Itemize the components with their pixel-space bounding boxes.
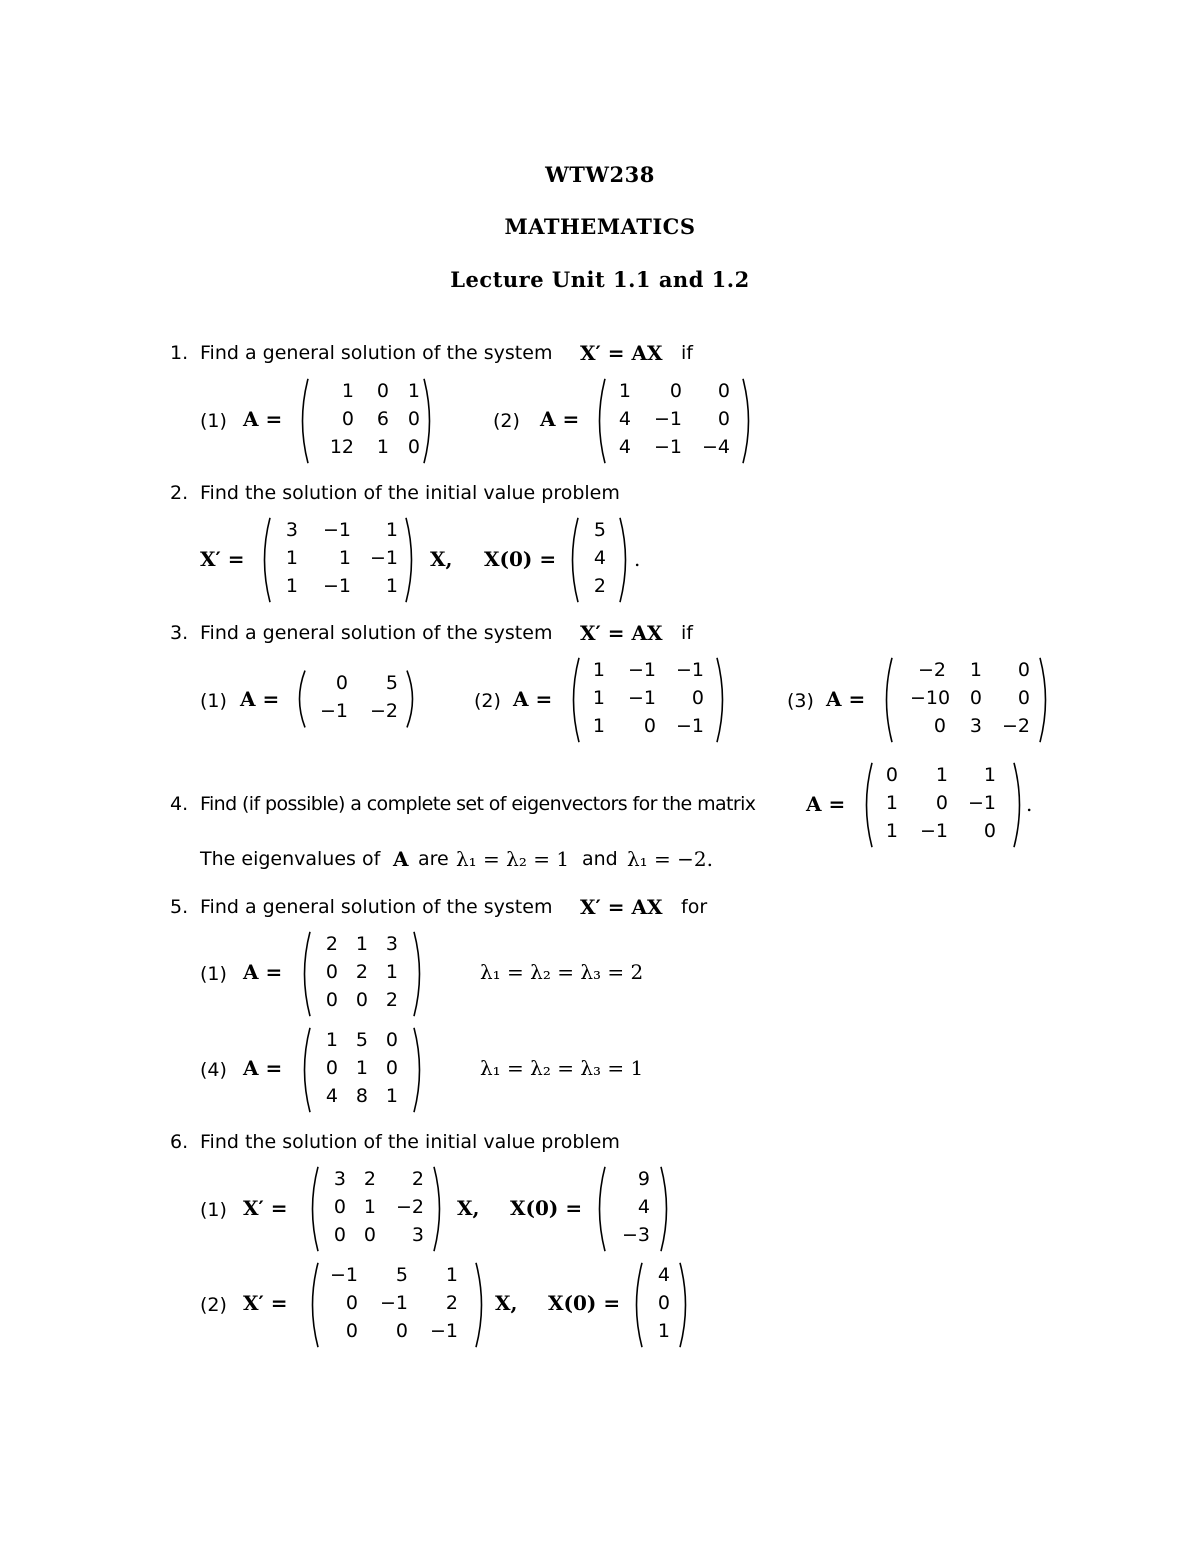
matrix-entry: 0 [933, 715, 946, 737]
matrix-entry: 4 [618, 408, 631, 430]
left-paren [306, 1262, 320, 1348]
matrix-entry: 0 [969, 687, 982, 709]
subject-title: MATHEMATICS [504, 214, 696, 239]
matrix-entry: 5 [593, 519, 606, 541]
q5-part1-eig: λ₁ = λ₂ = λ₃ = 2 [480, 960, 644, 984]
q1-part2-label: (2) [493, 410, 520, 432]
matrix-entry: −3 [621, 1224, 650, 1246]
q3-number: 3. [170, 622, 189, 644]
right-paren [405, 670, 419, 728]
matrix-entry: 0 [385, 1029, 398, 1051]
matrix-entry: 0 [691, 687, 704, 709]
left-paren [880, 657, 894, 743]
matrix-entry: 0 [1017, 659, 1030, 681]
q3-part2-label: (2) [474, 690, 501, 712]
matrix-entry: −1 [379, 1292, 408, 1314]
q3-equation: X′ = AX [580, 621, 663, 645]
q3-text: Find a general solution of the system [200, 622, 553, 644]
left-paren [593, 1166, 607, 1252]
q1-equation: X′ = AX [580, 341, 663, 365]
matrix-entry: 0 [355, 989, 368, 1011]
q4-eig-are: are [418, 848, 449, 870]
matrix-entry: −4 [701, 436, 730, 458]
matrix-entry: −1 [322, 519, 351, 541]
matrix-entry: 1 [935, 764, 948, 786]
matrix-entry: 0 [643, 715, 656, 737]
q3-part2-A: A = [513, 687, 553, 711]
matrix-entry: 1 [285, 575, 298, 597]
matrix-entry: 5 [385, 672, 398, 694]
q4-eig-values2: λ₁ = −2. [627, 847, 714, 871]
right-paren [1038, 657, 1052, 743]
matrix-entry: 1 [885, 820, 898, 842]
q3-part3-A: A = [826, 687, 866, 711]
matrix-entry: 0 [657, 1292, 670, 1314]
q3-part3-matrix [880, 657, 1052, 743]
q1-part1-label: (1) [200, 410, 227, 432]
matrix-entry: 1 [969, 659, 982, 681]
q4-eig-and: and [582, 848, 618, 870]
q6-part1-vector [593, 1166, 673, 1252]
matrix-entry: 0 [407, 408, 420, 430]
matrix-entry: 1 [618, 380, 631, 402]
right-paren [678, 1262, 692, 1348]
matrix-entry: 9 [637, 1168, 650, 1190]
matrix-entry: −1 [627, 687, 656, 709]
matrix-entry: 0 [325, 961, 338, 983]
q5-part1-label: (1) [200, 963, 227, 985]
q2-number: 2. [170, 482, 189, 504]
matrix-entry: 3 [333, 1168, 346, 1190]
q1-tail: if [681, 342, 693, 364]
matrix-entry: −10 [910, 687, 951, 709]
matrix-entry: −1 [919, 820, 948, 842]
matrix-entry: 5 [395, 1264, 408, 1286]
right-paren [741, 378, 755, 464]
matrix-entry: −1 [653, 408, 682, 430]
left-paren [293, 670, 307, 728]
matrix-entry: 3 [285, 519, 298, 541]
matrix-entry: 1 [657, 1320, 670, 1342]
q6-part1-label: (1) [200, 1199, 227, 1221]
q6-part1-ic: X(0) = [510, 1196, 583, 1220]
matrix-entry: 1 [885, 792, 898, 814]
right-paren [474, 1262, 488, 1348]
q6-part2-label: (2) [200, 1294, 227, 1316]
matrix-entry: 3 [969, 715, 982, 737]
matrix-entry: 3 [411, 1224, 424, 1246]
q3-part3-label: (3) [787, 690, 814, 712]
right-paren [412, 931, 426, 1017]
matrix-entry: 1 [376, 436, 389, 458]
q3-part1-label: (1) [200, 690, 227, 712]
matrix-entry: 1 [363, 1196, 376, 1218]
left-paren [296, 378, 310, 464]
matrix-entry: −1 [653, 436, 682, 458]
q5-part4-A: A = [243, 1056, 283, 1080]
right-paren [618, 517, 632, 603]
q6-part2-vector [630, 1262, 692, 1348]
matrix-entry: 3 [385, 933, 398, 955]
matrix-entry: 0 [885, 764, 898, 786]
q4-eig-A: A [393, 847, 409, 871]
q1-part2-A: A = [540, 407, 580, 431]
matrix-entry: 4 [657, 1264, 670, 1286]
course-code: WTW238 [545, 162, 655, 187]
matrix-entry: 0 [325, 989, 338, 1011]
q4-A: A = [806, 792, 846, 816]
right-paren [422, 378, 436, 464]
matrix-entry: 1 [338, 547, 351, 569]
matrix-entry: 1 [592, 715, 605, 737]
q6-part2-lhs: X′ = [243, 1291, 288, 1315]
matrix-entry: 1 [385, 519, 398, 541]
matrix-entry: 1 [592, 659, 605, 681]
matrix-entry: 8 [355, 1085, 368, 1107]
q5-tail: for [681, 896, 708, 918]
matrix-entry: −1 [319, 700, 348, 722]
q1-part1-matrix [296, 378, 436, 464]
matrix-entry: 0 [1017, 687, 1030, 709]
q5-number: 5. [170, 896, 189, 918]
q6-part2-mid: X, [495, 1291, 518, 1315]
matrix-entry: 4 [618, 436, 631, 458]
q3-part2-matrix [567, 657, 729, 743]
matrix-entry: 6 [376, 408, 389, 430]
matrix-entry: −1 [369, 547, 398, 569]
q6-part1-mid: X, [457, 1196, 480, 1220]
right-paren [659, 1166, 673, 1252]
matrix-entry: 0 [333, 1224, 346, 1246]
q2-lhs: X′ = [200, 547, 245, 571]
matrix-entry: 0 [345, 1320, 358, 1342]
matrix-entry: −1 [429, 1320, 458, 1342]
matrix-entry: −2 [395, 1196, 424, 1218]
matrix-entry: 2 [593, 575, 606, 597]
q5-equation: X′ = AX [580, 895, 663, 919]
q6-part1-lhs: X′ = [243, 1196, 288, 1220]
matrix-entry: 2 [411, 1168, 424, 1190]
q2-mid: X, [430, 547, 453, 571]
matrix-entry: 0 [717, 380, 730, 402]
q4-end: . [1026, 792, 1033, 816]
q6-part1-matrix [306, 1166, 446, 1252]
right-paren [432, 1166, 446, 1252]
matrix-entry: −2 [1001, 715, 1030, 737]
q4-matrix [860, 762, 1026, 848]
matrix-entry: 1 [385, 575, 398, 597]
q4-text: Find (if possible) a complete set of eigenvectors for the matrix [200, 793, 756, 815]
q1-part1-A: A = [243, 407, 283, 431]
matrix-entry: 0 [983, 820, 996, 842]
q2-ic: X(0) = [484, 547, 557, 571]
q6-part2-matrix [306, 1262, 488, 1348]
matrix-entry: −1 [627, 659, 656, 681]
q3-part1-matrix [293, 670, 419, 728]
q2-end: . [634, 547, 641, 571]
matrix-entry: 12 [329, 436, 354, 458]
matrix-entry: −1 [329, 1264, 358, 1286]
matrix-entry: 0 [717, 408, 730, 430]
matrix-entry: 0 [407, 436, 420, 458]
matrix-entry: 1 [983, 764, 996, 786]
matrix-entry: 2 [355, 961, 368, 983]
matrix-entry: 1 [285, 547, 298, 569]
matrix-entry: 0 [341, 408, 354, 430]
q4-eig-text: The eigenvalues of [200, 848, 381, 870]
q5-text: Find a general solution of the system [200, 896, 553, 918]
q6-text: Find the solution of the initial value problem [200, 1131, 620, 1153]
matrix-entry: −2 [369, 700, 398, 722]
matrix-entry: −1 [967, 792, 996, 814]
matrix-entry: 0 [333, 1196, 346, 1218]
q1-number: 1. [170, 342, 189, 364]
q2-vector [566, 517, 632, 603]
matrix-entry: 1 [407, 380, 420, 402]
matrix-entry: −1 [322, 575, 351, 597]
q1-part2-matrix [593, 378, 755, 464]
matrix-entry: 0 [935, 792, 948, 814]
q5-part4-eig: λ₁ = λ₂ = λ₃ = 1 [480, 1056, 644, 1080]
q5-part4-matrix [298, 1027, 426, 1113]
matrix-entry: 0 [335, 672, 348, 694]
matrix-entry: 0 [376, 380, 389, 402]
matrix-entry: 1 [355, 1057, 368, 1079]
matrix-entry: 0 [669, 380, 682, 402]
matrix-entry: 5 [355, 1029, 368, 1051]
matrix-entry: 2 [445, 1292, 458, 1314]
matrix-entry: 0 [325, 1057, 338, 1079]
q4-eig-values: λ₁ = λ₂ = 1 [456, 847, 570, 871]
q3-part1-A: A = [240, 687, 280, 711]
matrix-entry: 1 [341, 380, 354, 402]
right-paren [1012, 762, 1026, 848]
q2-matrix [258, 517, 418, 603]
matrix-entry: 0 [345, 1292, 358, 1314]
q3-tail: if [681, 622, 693, 644]
matrix-entry: 1 [355, 933, 368, 955]
matrix-entry: 4 [593, 547, 606, 569]
matrix-entry: 2 [385, 989, 398, 1011]
matrix-entry: 4 [325, 1085, 338, 1107]
matrix-entry: 2 [363, 1168, 376, 1190]
matrix-entry: 0 [395, 1320, 408, 1342]
q6-part2-ic: X(0) = [548, 1291, 621, 1315]
matrix-entry: −1 [675, 659, 704, 681]
matrix-entry: 1 [385, 961, 398, 983]
matrix-entry: 2 [325, 933, 338, 955]
matrix-entry: −1 [675, 715, 704, 737]
matrix-entry: 1 [592, 687, 605, 709]
q6-number: 6. [170, 1131, 189, 1153]
right-paren [412, 1027, 426, 1113]
q1-text: Find a general solution of the system [200, 342, 553, 364]
q5-part1-A: A = [243, 960, 283, 984]
q5-part4-label: (4) [200, 1059, 227, 1081]
matrix-entry: 1 [325, 1029, 338, 1051]
matrix-entry: 1 [445, 1264, 458, 1286]
unit-title: Lecture Unit 1.1 and 1.2 [450, 267, 750, 292]
matrix-entry: 0 [385, 1057, 398, 1079]
matrix-entry: −2 [917, 659, 946, 681]
right-paren [715, 657, 729, 743]
right-paren [404, 517, 418, 603]
q2-text: Find the solution of the initial value problem [200, 482, 620, 504]
matrix-entry: 4 [637, 1196, 650, 1218]
matrix-entry: 1 [385, 1085, 398, 1107]
q5-part1-matrix [298, 931, 426, 1017]
q4-number: 4. [170, 793, 189, 815]
matrix-entry: 0 [363, 1224, 376, 1246]
